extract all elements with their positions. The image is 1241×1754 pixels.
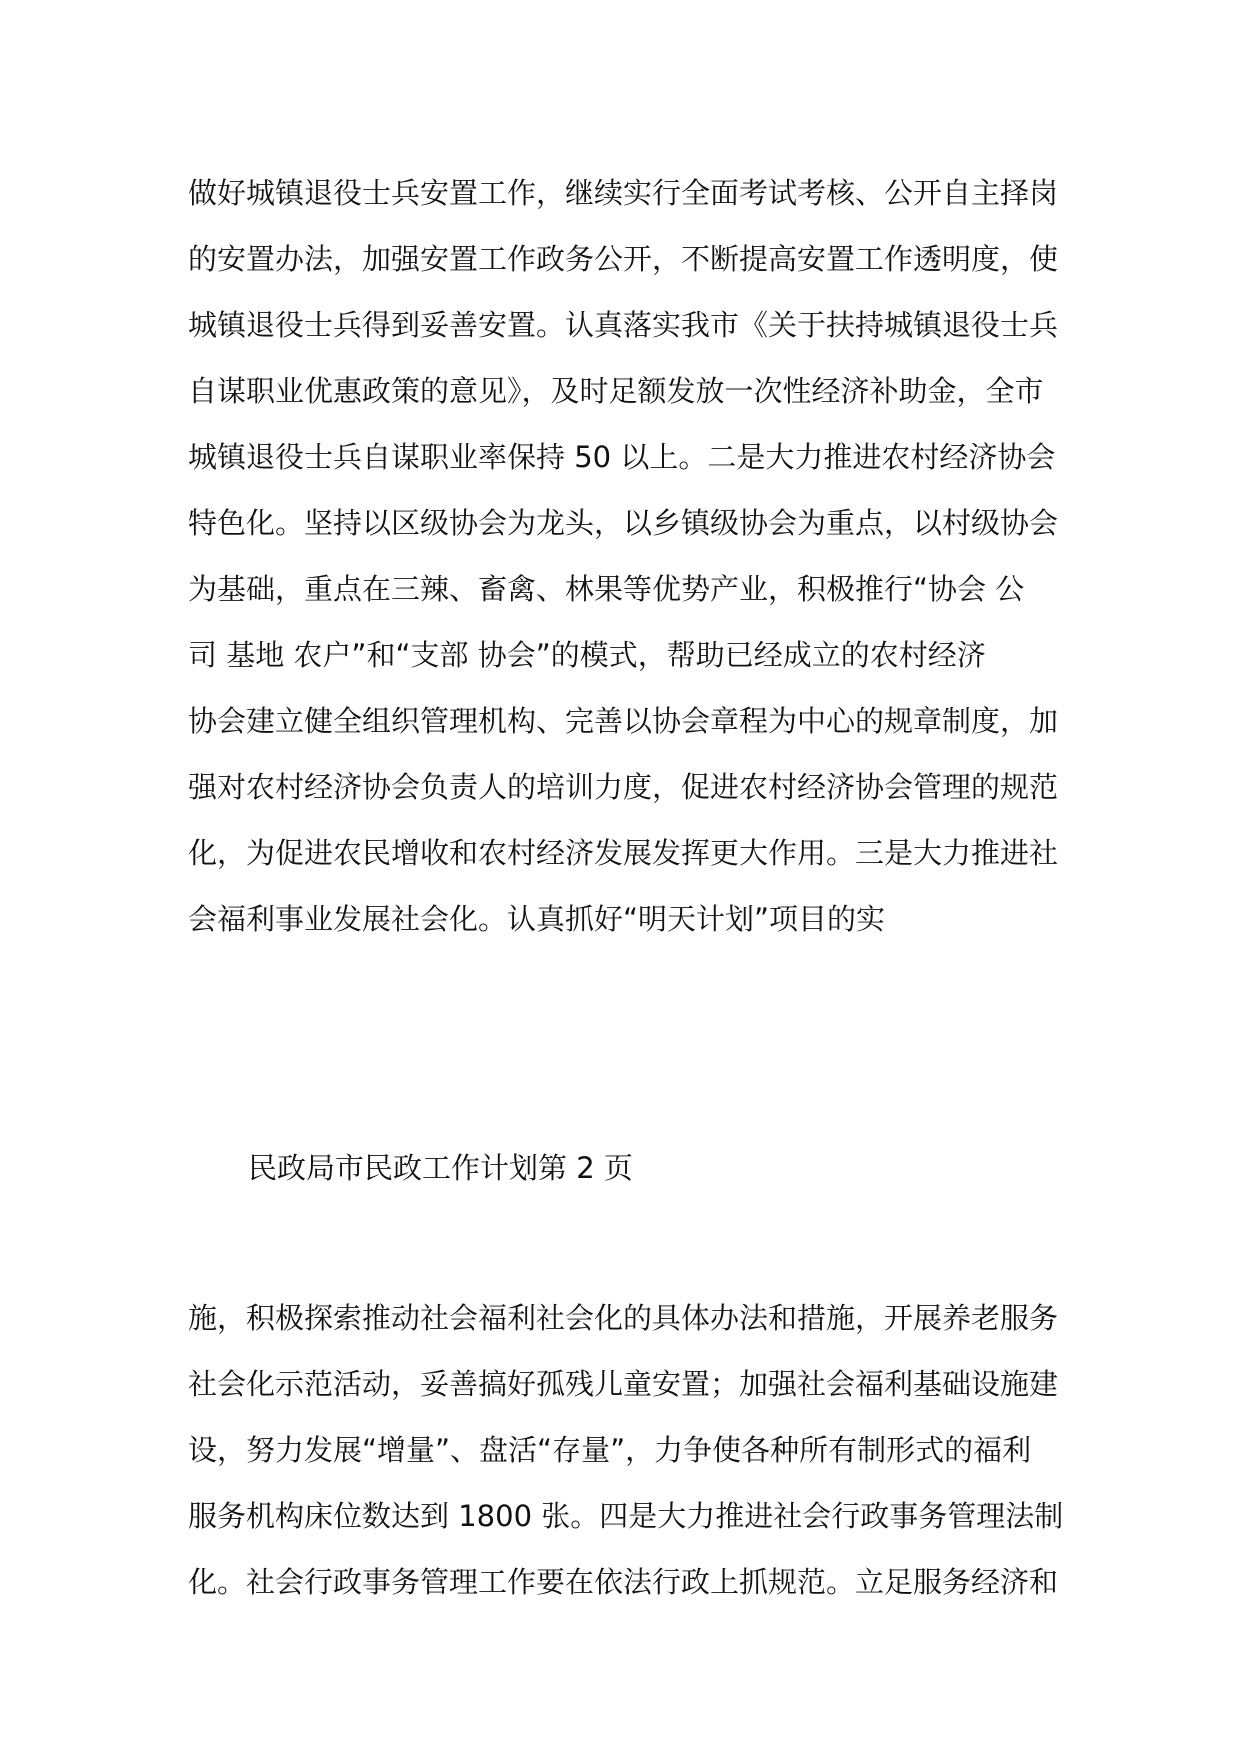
text-line: 城镇退役士兵自谋职业率保持 50 以上。二是大力推进农村经济协会: [188, 440, 1056, 474]
text-line: 强对农村经济协会负责人的培训力度，促进农村经济协会管理的规范: [188, 770, 1059, 804]
text-line: 施，积极探索推动社会福利社会化的具体办法和措施，开展养老服务: [188, 1301, 1059, 1335]
body-text-block-1: [188, 160, 1068, 952]
text-line: 特色化。坚持以区级协会为龙头，以乡镇级协会为重点，以村级协会: [188, 506, 1059, 540]
text-line: 做好城镇退役士兵安置工作，继续实行全面考试考核、公开自主择岗: [188, 176, 1059, 210]
text-line: 为基础，重点在三辣、畜禽、林果等优势产业，积极推行“协会 公: [188, 572, 1025, 606]
text-line: 设，努力发展“增量”、盘活“存量”，力争使各种所有制形式的福利: [188, 1433, 1032, 1467]
text-line: 会福利事业发展社会化。认真抓好“明天计划”项目的实: [188, 902, 886, 936]
text-line: 司 基地 农户”和“支部 协会”的模式，帮助已经成立的农村经济: [188, 638, 986, 672]
text-line: 自谋职业优惠政策的意见》，及时足额发放一次性经济补助金，全市: [188, 374, 1044, 408]
body-text-block-2: [188, 1285, 1068, 1615]
text-line: 服务机构床位数达到 1800 张。四是大力推进社会行政事务管理法制: [188, 1499, 1064, 1533]
text-line: 协会建立健全组织管理机构、完善以协会章程为中心的规章制度，加: [188, 704, 1059, 738]
text-line: 社会化示范活动，妥善搞好孤残儿童安置；加强社会福利基础设施建: [188, 1367, 1059, 1401]
text-line: 化，为促进农民增收和农村经济发展发挥更大作用。三是大力推进社: [188, 836, 1059, 870]
page-footer: 民政局市民政工作计划第 2 页: [248, 1151, 633, 1185]
text-line: 化。社会行政事务管理工作要在依法行政上抓规范。立足服务经济和: [188, 1565, 1059, 1599]
text-line: 城镇退役士兵得到妥善安置。认真落实我市《关于扶持城镇退役士兵: [188, 308, 1059, 342]
text-line: 的安置办法，加强安置工作政务公开，不断提高安置工作透明度，使: [188, 242, 1059, 276]
